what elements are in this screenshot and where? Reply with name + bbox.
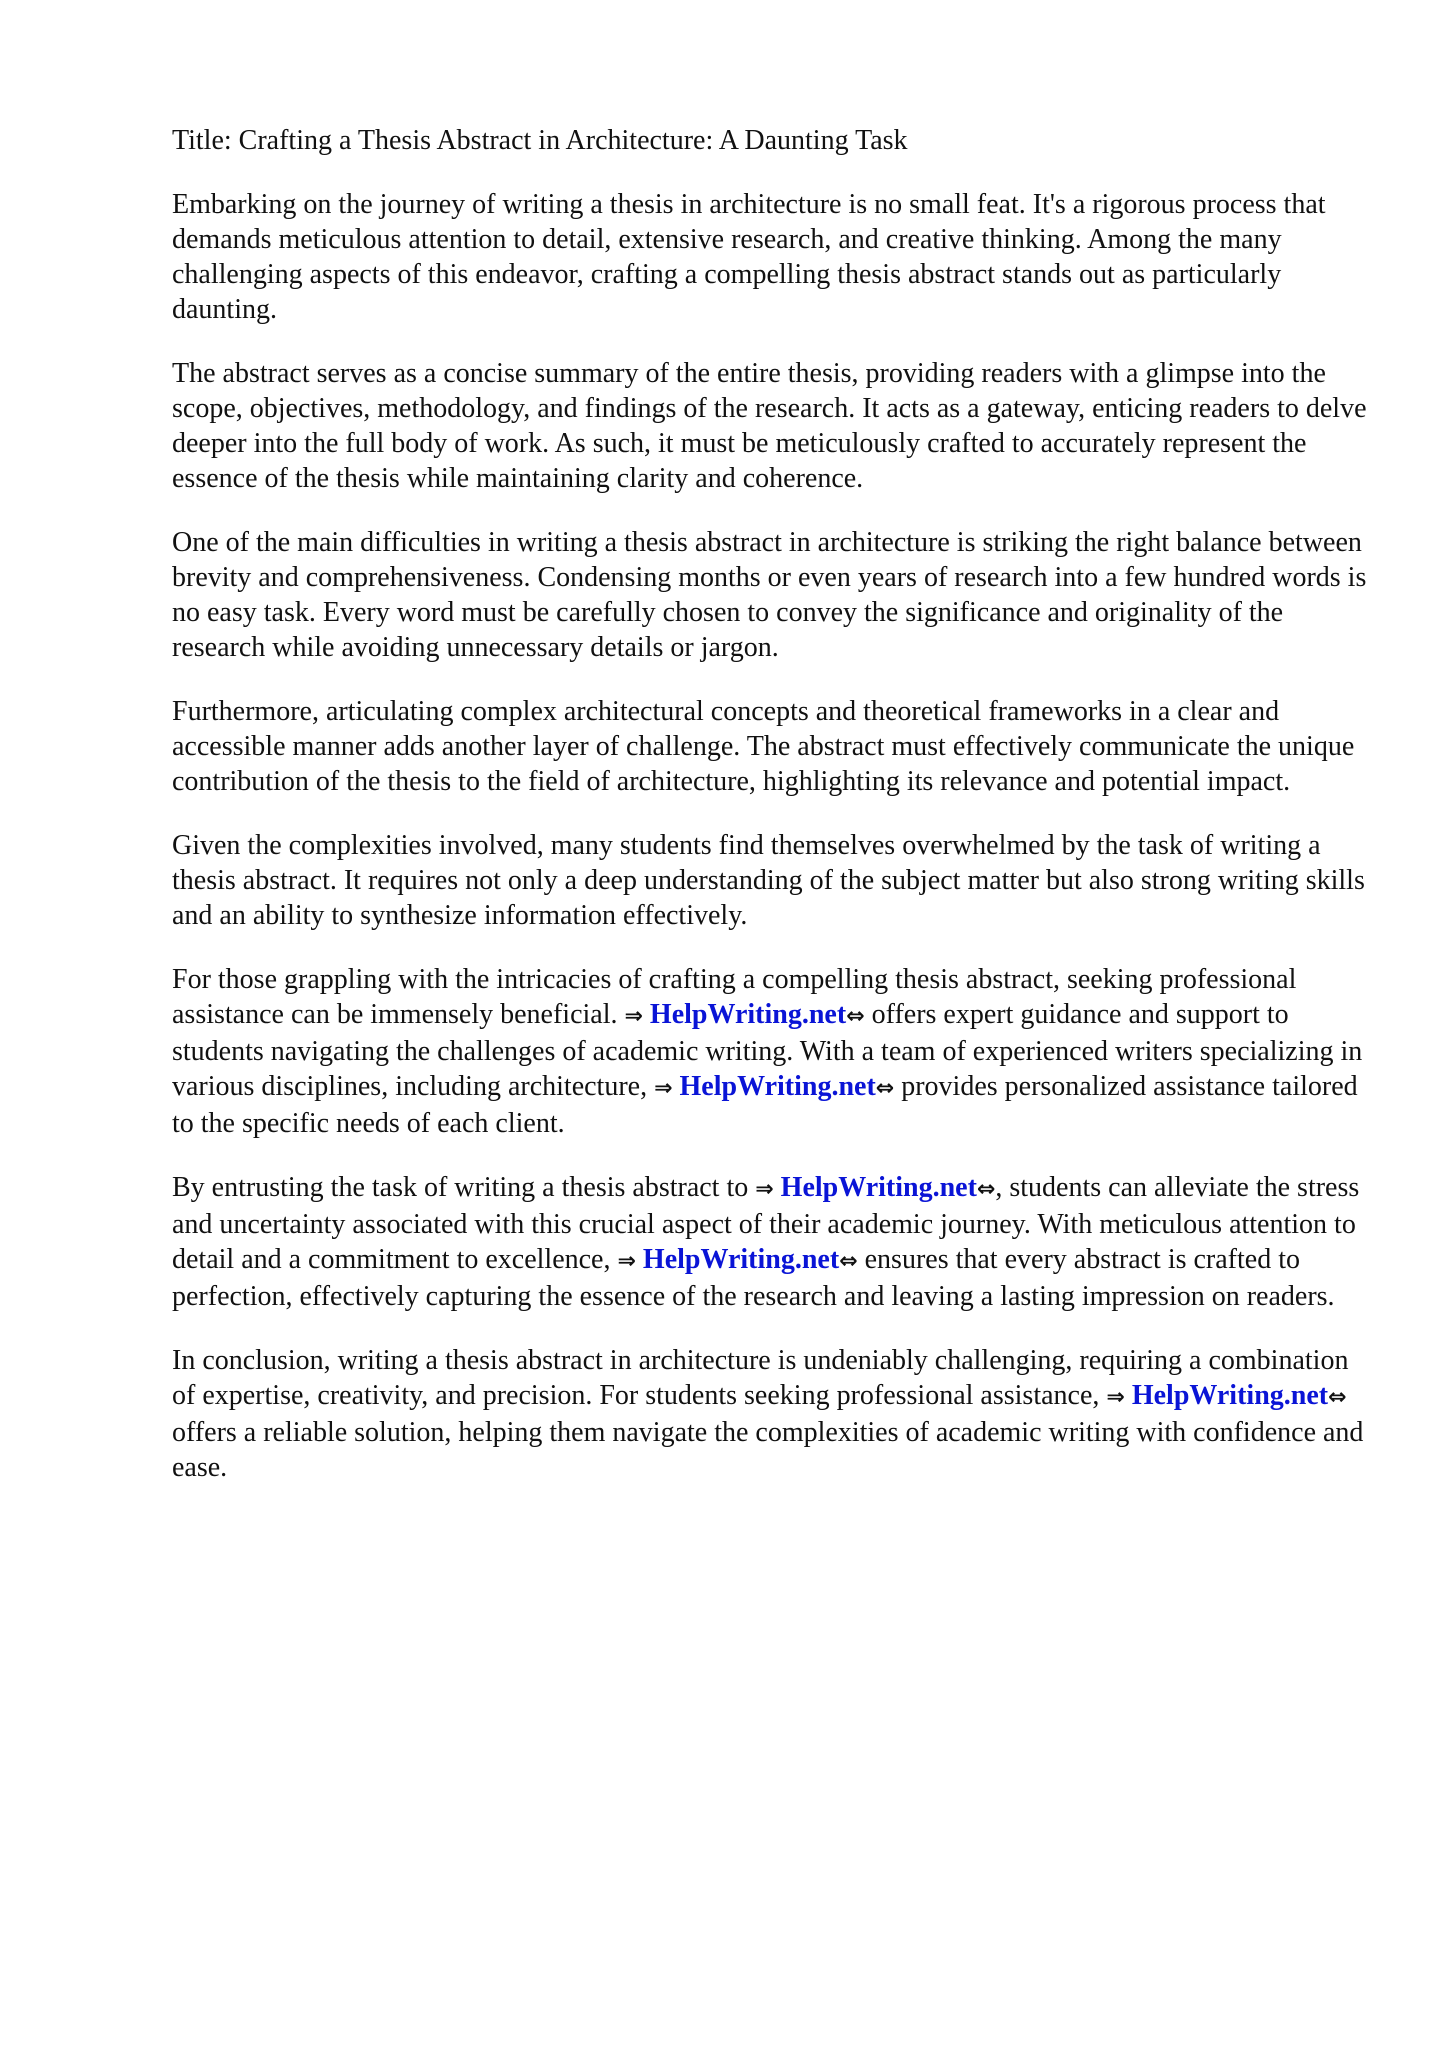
paragraph-complexities: Given the complexities involved, many students find themselves overwhelmed by the task of writing a thesis abstract. It requires not only a deep understanding of the subject matter but also strong writing skills and an ability to synthesize information effectively. xyxy=(172,830,1365,931)
paragraph-entrusting xyxy=(172,1170,1367,1314)
helpwriting-link[interactable]: HelpWriting.net xyxy=(1131,1380,1329,1411)
text: ensures that every abstract is crafted to perfection, effectively capturing the essence of the research and leaving a lasting impression on readers. xyxy=(172,1244,1335,1312)
text: For those grappling with the intricacies of crafting a compelling thesis abstract, seeking professional assistance can be immensely beneficial. xyxy=(172,964,1297,1030)
paragraph-concepts: Furthermore, articulating complex architectural concepts and theoretical frameworks in a clear and accessible manner adds another layer of challenge. The abstract must effectively communicate the unique contribution of the thesis to the field of architecture, highlighting its relevance and potential impact. xyxy=(172,696,1355,797)
text: In conclusion, writing a thesis abstract in architecture is undeniably challenging, requiring a combination of expertise, creativity, and precision. For students seeking professional assistance, xyxy=(172,1345,1349,1411)
left-right-double-arrow-icon: ⇔ xyxy=(875,1076,895,1101)
left-right-double-arrow-icon: ⇔ xyxy=(839,1249,858,1274)
helpwriting-link[interactable]: HelpWriting.net xyxy=(642,1244,840,1275)
right-double-arrow-icon: ⇒ xyxy=(654,1076,673,1101)
left-right-double-arrow-icon: ⇔ xyxy=(846,1004,865,1029)
paragraph-assistance xyxy=(172,962,1367,1141)
helpwriting-link[interactable]: HelpWriting.net xyxy=(780,1172,977,1203)
paragraph-intro: Embarking on the journey of writing a thesis in architecture is no small feat. It's a rigorous process that demands meticulous attention to detail, extensive research, and creative thinking. Among the many challenging aspects of this endeavor, crafting a compelling thesis abstract stands out as particularly daunting. xyxy=(172,189,1326,325)
paragraph-abstract-purpose: The abstract serves as a concise summary of the entire thesis, providing readers with a glimpse into the scope, objectives, methodology, and findings of the research. It acts as a gateway, enticing readers to delve deeper into the full body of work. As such, it must be meticulously crafted to accurately represent the essence of the thesis while maintaining clarity and coherence. xyxy=(172,358,1367,494)
paragraph-difficulties: One of the main difficulties in writing a thesis abstract in architecture is striking the right balance between brevity and comprehensiveness. Condensing months or even years of research into a few hundred words is no easy task. Every word must be carefully chosen to convey the significance and originality of the research while avoiding unnecessary details or jargon. xyxy=(172,527,1367,663)
helpwriting-link[interactable]: HelpWriting.net xyxy=(679,1071,876,1102)
left-right-double-arrow-icon: ⇔ xyxy=(1328,1385,1347,1410)
right-double-arrow-icon: ⇒ xyxy=(1106,1385,1125,1410)
right-double-arrow-icon: ⇒ xyxy=(624,1004,643,1029)
right-double-arrow-icon: ⇒ xyxy=(755,1177,774,1202)
text: By entrusting the task of writing a thesis abstract to xyxy=(172,1172,756,1203)
document-title: Title: Crafting a Thesis Abstract in Architecture: A Daunting Task xyxy=(172,125,908,156)
text: provides personalized assistance tailored to the specific needs of each client. xyxy=(172,1071,1358,1139)
text: , students can alleviate the stress and uncertainty associated with this crucial aspect of their academic journey. With meticulous attention to detail and a commitment to excellence, xyxy=(172,1172,1360,1275)
left-right-double-arrow-icon: ⇔ xyxy=(976,1177,996,1202)
paragraph-conclusion xyxy=(172,1343,1367,1485)
helpwriting-link[interactable]: HelpWriting.net xyxy=(649,999,847,1030)
text: offers a reliable solution, helping them navigate the complexities of academic writing with confidence and ease. xyxy=(172,1417,1364,1483)
text: offers expert guidance and support to students navigating the challenges of academic writing. With a team of experienced writers specializing in various disciplines, including architecture, xyxy=(172,999,1363,1102)
right-double-arrow-icon: ⇒ xyxy=(617,1249,636,1274)
document-page xyxy=(172,123,1367,1514)
